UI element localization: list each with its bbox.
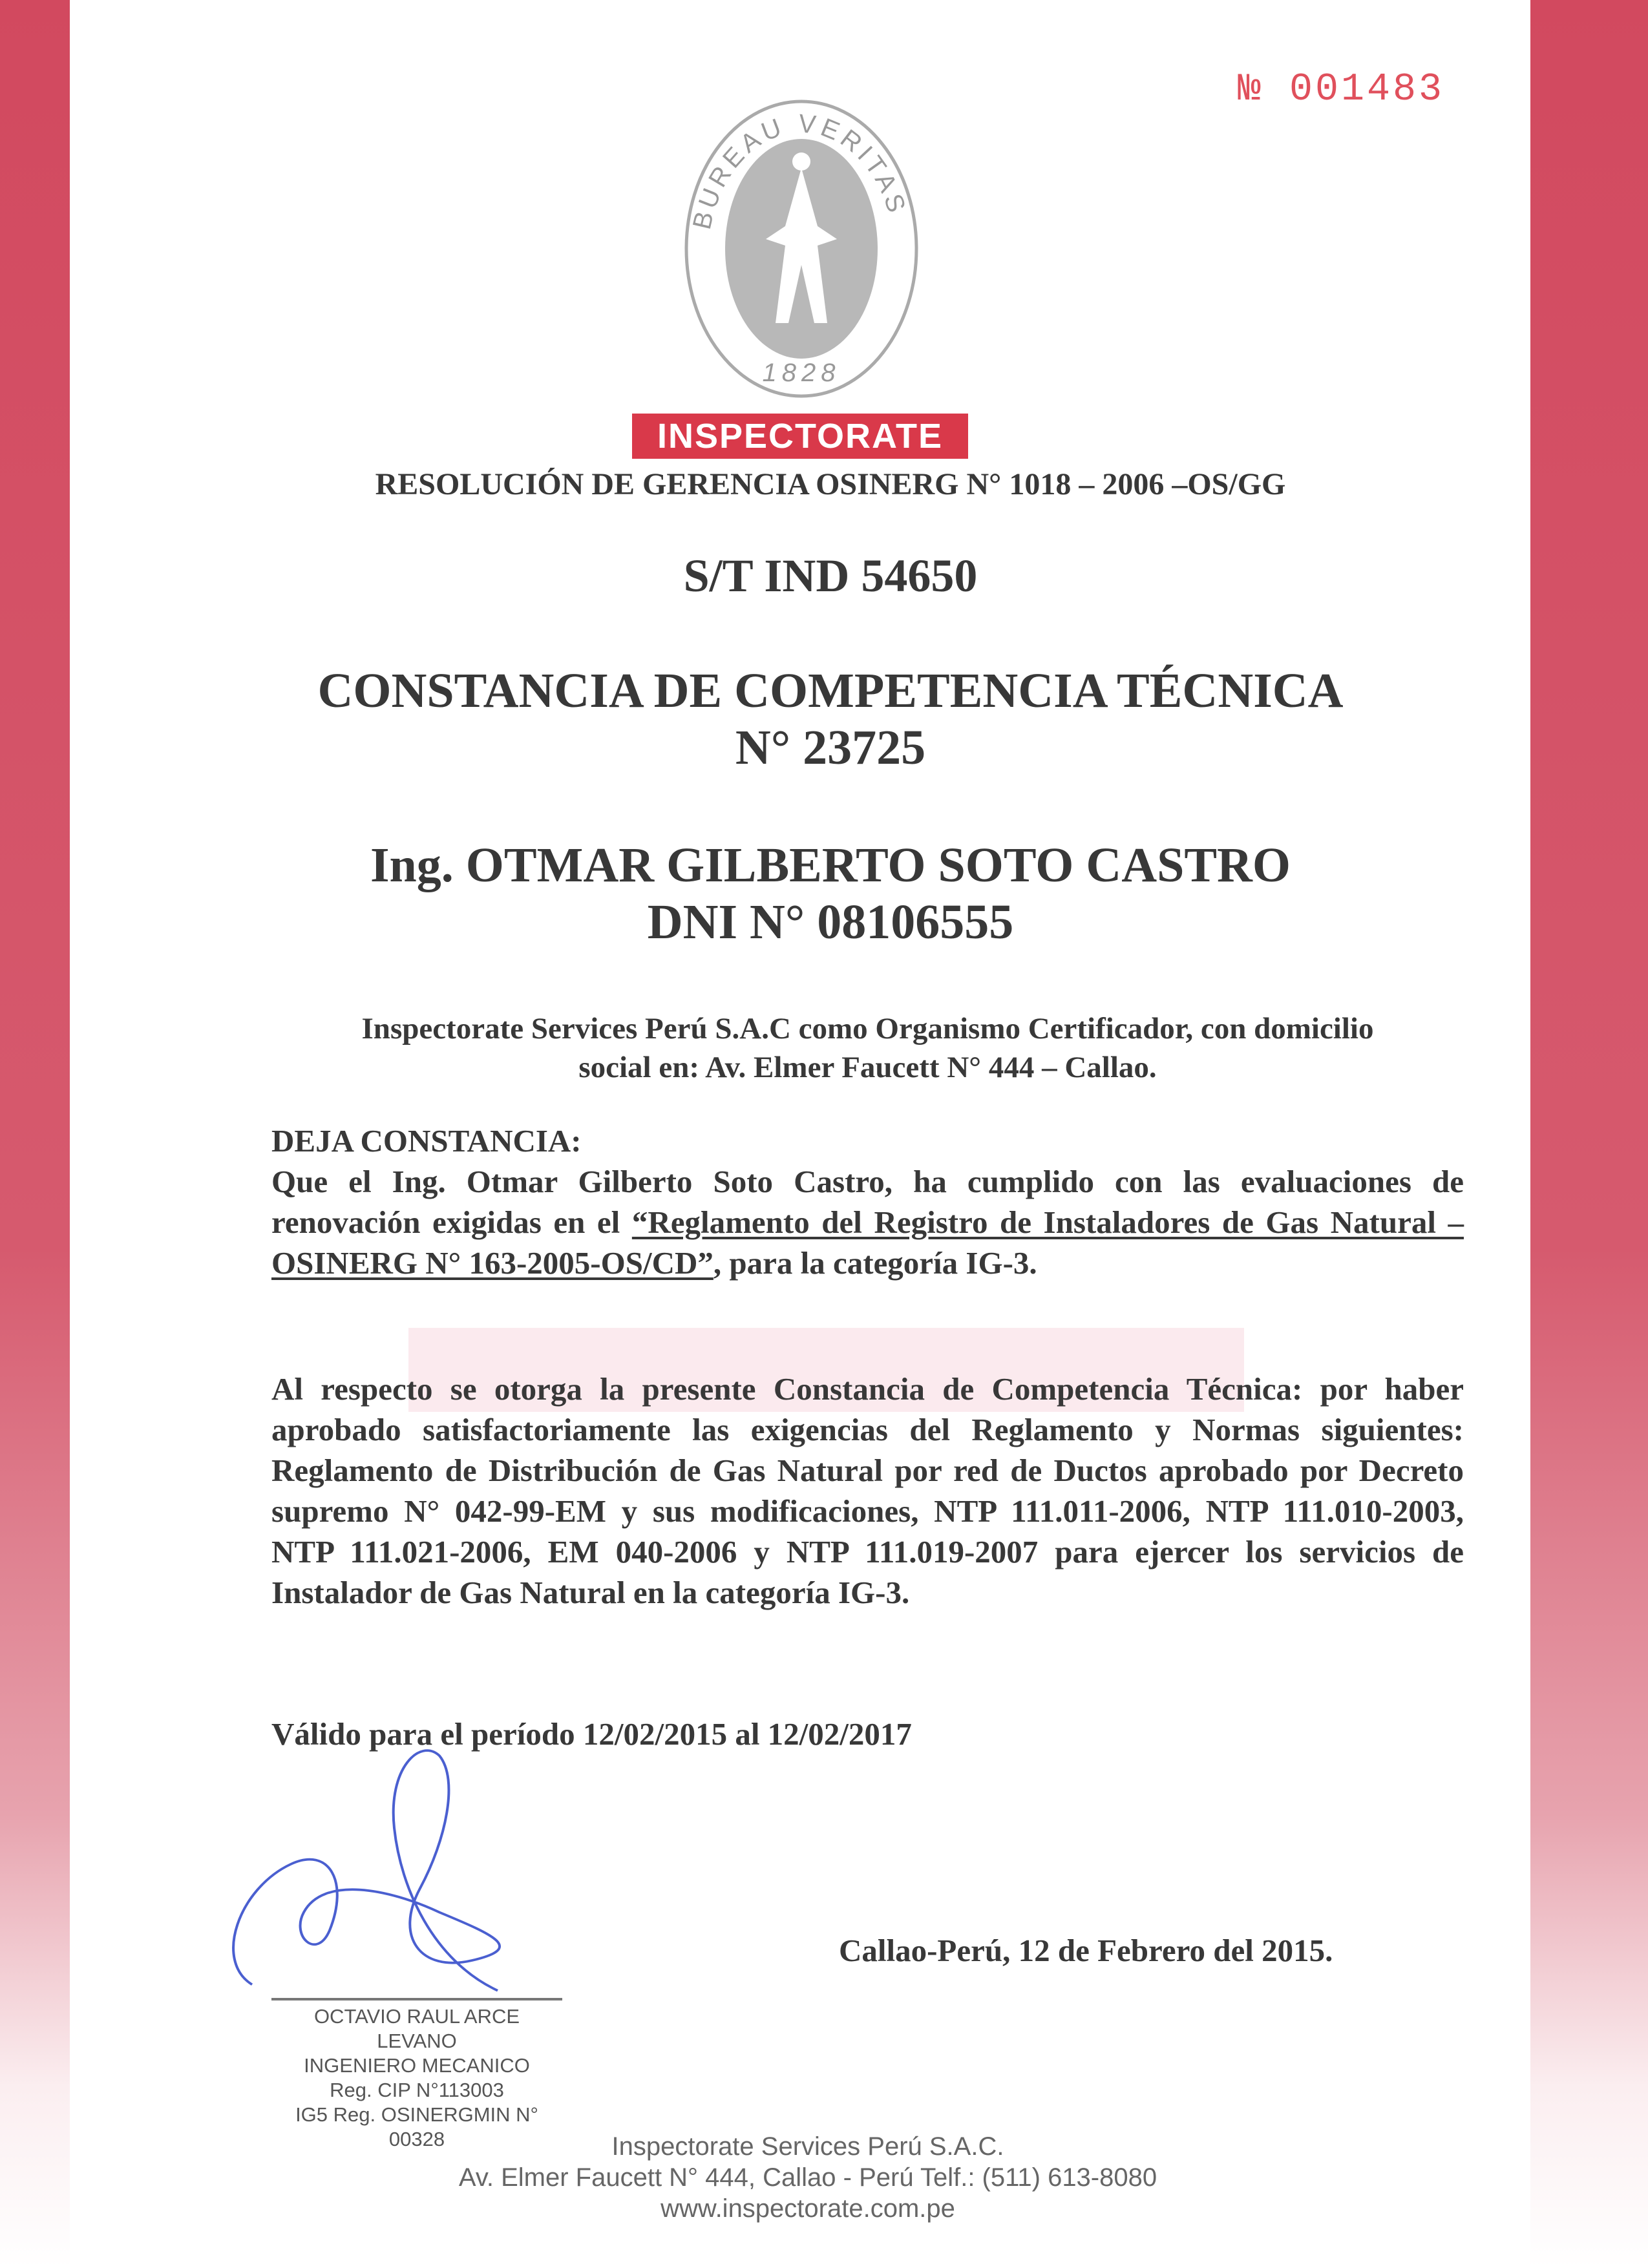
certificate-number: N° 23725 [735,720,926,775]
footer-address: Av. Elmer Faucett N° 444, Callao - Perú Telf.: (511) 613-8080 [458,2163,1157,2192]
place-and-date: Callao-Perú, 12 de Febrero del 2015. [839,1933,1333,1968]
certificate-title [194,662,1467,776]
signatory-name: OCTAVIO RAUL ARCE LEVANO [313,2005,520,2052]
intro-paragraph [233,1009,1503,1087]
handwritten-signature [226,1732,588,1997]
statement-text-start: Que el Ing. Otmar Gilberto Soto Castro, ha cumplido con las evaluaciones de renovación exigidas en el [271,1164,1464,1240]
grant-text: Al respecto se otorga la presente Constancia de Competencia Técnica: por haber aprobado satisfactoriamente las exigencias del Reglamento y Normas siguientes: Reglamento de Distribución de Gas Natural por red de Ductos aprobado por Decreto supremo N° 042-99-EM y sus modificaciones, NTP 111.011-2006, NTP 111.010-2003, NTP 111.021-2006, EM 040-2006 y NTP 111.019-2007 para ejercer los servicios de Instalador de Gas Natural en la categoría IG-3. [271,1371,1464,1610]
footer [323,2131,1293,2224]
logo-year: 1828 [762,359,841,387]
left-decorative-band [0,0,70,2268]
grant-paragraph [271,1369,1464,1613]
validity-period: Válido para el período 12/02/2015 al 12/02/2017 [271,1716,912,1752]
signatory-cip: Reg. CIP N°113003 [330,2079,504,2101]
intro-line-1: Inspectorate Services Perú S.A.C como Organismo Certificador, con domicilio [361,1012,1374,1045]
signatory-osinergmin: IG5 Reg. OSINERGMIN N° 00328 [295,2103,538,2150]
bureau-veritas-logo [682,97,921,401]
intro-line-2: social en: Av. Elmer Faucett N° 444 – Callao. [578,1051,1157,1084]
signatory-stamp [271,1998,562,2152]
statement-heading: DEJA CONSTANCIA: [271,1123,582,1159]
st-number: S/T IND 54650 [683,550,978,602]
regulation-reference: “Reglamento del Registro de Instaladores de Gas Natural – OSINERG N° 163-2005-OS/CD” [271,1204,1464,1281]
resolution-line: RESOLUCIÓN DE GERENCIA OSINERG N° 1018 – 2006 –OS/GG [375,467,1286,501]
statement-paragraph [271,1120,1464,1283]
serial-number: № 001483 [1238,68,1445,112]
statement-text-end: , para la categoría IG-3. [713,1245,1037,1281]
title-line-1: CONSTANCIA DE COMPETENCIA TÉCNICA [317,664,1344,718]
right-decorative-band [1530,0,1648,2268]
inspectorate-brand: INSPECTORATE [632,414,968,459]
signatory-title: INGENIERO MECANICO [304,2054,530,2077]
logo-ring-text: BUREAU VERITAS [687,109,913,233]
holder-dni: DNI N° 08106555 [647,895,1014,949]
footer-website[interactable]: www.inspectorate.com.pe [660,2194,955,2223]
holder-name: Ing. OTMAR GILBERTO SOTO CASTRO [370,838,1291,892]
footer-company: Inspectorate Services Perú S.A.C. [611,2132,1004,2161]
statement-text [271,1161,1464,1283]
holder-block [194,837,1467,950]
